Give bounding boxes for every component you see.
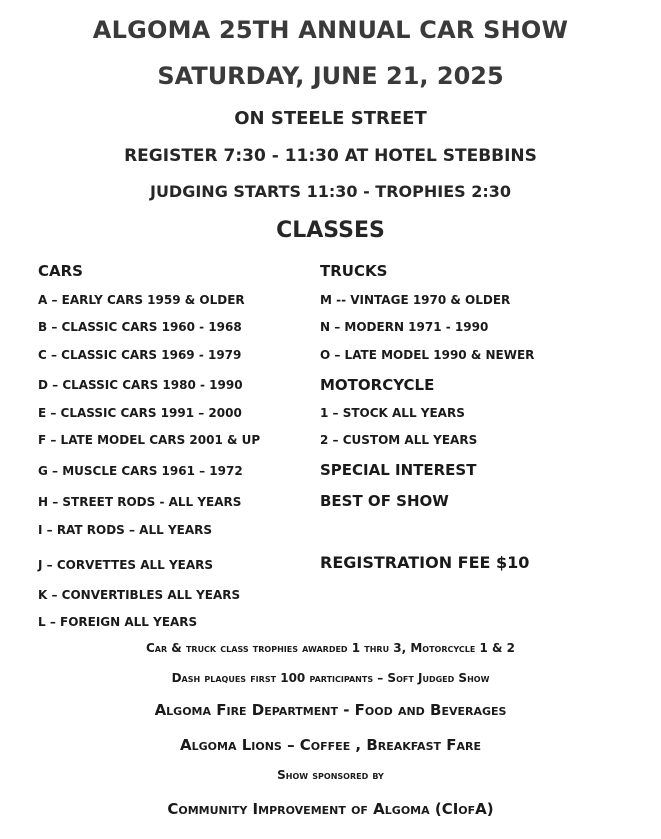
- sponsored-by-label: Show sponsored by: [277, 768, 384, 782]
- motorcycle-class-1: 1 – STOCK ALL YEARS: [320, 406, 465, 420]
- car-class-l: L – FOREIGN ALL YEARS: [38, 615, 198, 629]
- registration-time: REGISTER 7:30 - 11:30 AT HOTEL STEBBINS: [124, 146, 537, 166]
- car-class-i: I – RAT RODS – ALL YEARS: [38, 523, 212, 537]
- lions-note: Algoma Lions – Coffee , Breakfast Fare: [180, 736, 481, 754]
- best-of-show-heading: BEST OF SHOW: [320, 492, 449, 510]
- motorcycle-heading: MOTORCYCLE: [320, 376, 435, 394]
- car-class-b: B – CLASSIC CARS 1960 - 1968: [38, 320, 242, 334]
- plaques-note: Dash plaques first 100 participants – Soft Judged Show: [171, 671, 490, 685]
- trophies-note: Car & truck class trophies awarded 1 thru 3, Motorcycle 1 & 2: [145, 641, 516, 655]
- event-title: ALGOMA 25TH ANNUAL CAR SHOW: [92, 16, 569, 44]
- truck-class-n: N – MODERN 1971 - 1990: [320, 320, 489, 334]
- fire-department-note: Algoma Fire Department - Food and Beverages: [154, 701, 507, 719]
- car-class-e: E – CLASSIC CARS 1991 – 2000: [38, 406, 242, 420]
- registration-fee: REGISTRATION FEE $10: [320, 553, 530, 572]
- event-location: ON STEELE STREET: [234, 108, 427, 129]
- car-class-a: A – EARLY CARS 1959 & OLDER: [38, 293, 245, 307]
- car-class-h: H – STREET RODS - ALL YEARS: [38, 495, 242, 509]
- classes-heading: CLASSES: [276, 218, 385, 243]
- car-class-k: K – CONVERTIBLES ALL YEARS: [38, 588, 241, 602]
- judging-time: JUDGING STARTS 11:30 - TROPHIES 2:30: [149, 182, 512, 201]
- car-class-c: C – CLASSIC CARS 1969 - 1979: [38, 348, 242, 362]
- car-class-j: J – CORVETTES ALL YEARS: [38, 558, 214, 572]
- car-class-f: F – LATE MODEL CARS 2001 & UP: [38, 433, 261, 447]
- car-class-g: G – MUSCLE CARS 1961 – 1972: [38, 464, 243, 478]
- sponsor-name: Community Improvement of Algoma (CIofA): [167, 800, 494, 818]
- car-class-d: D – CLASSIC CARS 1980 - 1990: [38, 378, 243, 392]
- truck-class-o: O – LATE MODEL 1990 & NEWER: [320, 348, 535, 362]
- trucks-heading: TRUCKS: [320, 262, 388, 280]
- motorcycle-class-2: 2 – CUSTOM ALL YEARS: [320, 433, 478, 447]
- cars-heading: CARS: [38, 262, 83, 280]
- truck-class-m: M -- VINTAGE 1970 & OLDER: [320, 293, 511, 307]
- special-interest-heading: SPECIAL INTEREST: [320, 461, 477, 479]
- event-date: SATURDAY, JUNE 21, 2025: [157, 62, 504, 90]
